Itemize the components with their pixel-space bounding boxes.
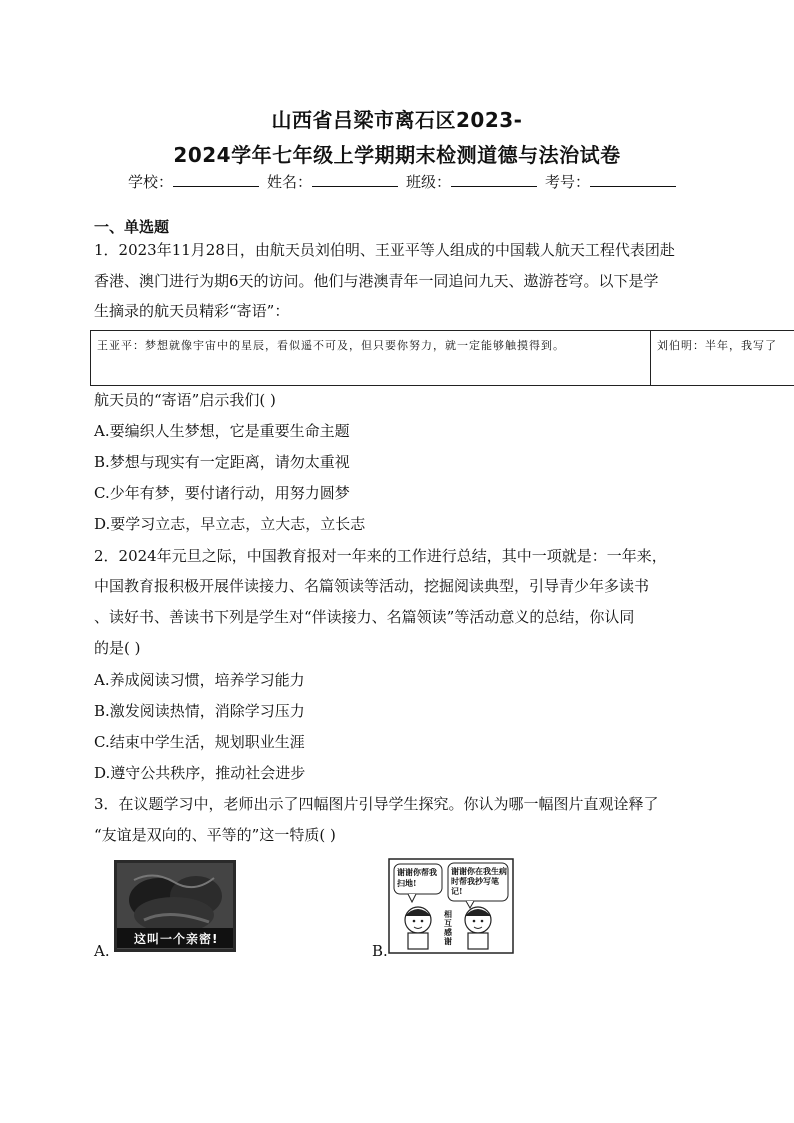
picture-a-caption: 这叫一个亲密! xyxy=(134,932,219,946)
q1-option-b[interactable]: B.梦想与现实有一定距离，请勿太重视 xyxy=(94,453,350,471)
q1-option-a[interactable]: A.要编织人生梦想，它是重要生命主题 xyxy=(94,422,350,440)
q2-option-d[interactable]: D.遵守公共秩序，推动社会进步 xyxy=(94,764,306,782)
school-label: 学校： xyxy=(128,173,174,191)
side-caption-text: 相互感谢 xyxy=(444,909,452,946)
q2-line: 中国教育报积极开展伴读接力、名篇领读等活动，挖掘阅读典型，引导青少年多读书 xyxy=(94,577,650,595)
q2-option-b[interactable]: B.激发阅读热情，消除学习压力 xyxy=(94,702,305,720)
picture-a[interactable] xyxy=(114,860,236,952)
section-title: 一、单选题 xyxy=(94,218,170,236)
q3-line: 3．在议题学习中，老师出示了四幅图片引导学生探究。你认为哪一幅图片直观诠释了 xyxy=(94,795,659,813)
name-blank[interactable] xyxy=(312,172,398,187)
quote-liu-boming: 刘伯明：半年，我写了 xyxy=(657,339,777,352)
q1-stem: 航天员的“寄语”启示我们( ) xyxy=(94,391,276,409)
picture-a-label[interactable]: A. xyxy=(94,942,110,960)
q2-option-c[interactable]: C.结束中学生活，规划职业生涯 xyxy=(94,733,305,751)
q1-line: 1．2023年11月28日，由航天员刘伯明、王亚平等人组成的中国载人航天工程代表团赴 xyxy=(94,241,675,259)
bubble-right-text: 谢谢你在我生病时帮我抄写笔记! xyxy=(451,866,507,896)
q3-line: “友谊是双向的、平等的”这一特质( ) xyxy=(94,826,336,844)
class-label: 班级： xyxy=(406,173,452,191)
picture-b-label[interactable]: B. xyxy=(372,942,388,960)
quote-wang-yaping: 王亚平：梦想就像宇宙中的星辰，看似遥不可及，但只要你努力，就一定能够触摸得到。 xyxy=(91,331,651,385)
q2-line: 、读好书、善读书下列是学生对“伴读接力、名篇领读”等活动意义的总结，你认同 xyxy=(94,608,635,626)
q1-option-c[interactable]: C.少年有梦，要付诸行动，用努力圆梦 xyxy=(94,484,350,502)
exam-number-blank[interactable] xyxy=(590,172,676,187)
q1-line: 生摘录的航天员精彩“寄语”： xyxy=(94,302,290,320)
school-blank[interactable] xyxy=(173,172,259,187)
quote-table xyxy=(90,330,794,386)
exam-number-label: 考号： xyxy=(545,173,591,191)
q1-line: 香港、澳门进行为期6天的访问。他们与港澳青年一同追问九天、遨游苍穹。以下是学 xyxy=(94,272,659,290)
exam-title-line2: 2024学年七年级上学期期末检测道德与法治试卷 xyxy=(173,143,621,167)
bubble-left-text: 谢谢你帮我扫地! xyxy=(397,867,437,888)
q2-line: 2．2024年元旦之际，中国教育报对一年来的工作进行总结，其中一项就是：一年来， xyxy=(94,547,667,565)
class-blank[interactable] xyxy=(451,172,537,187)
exam-title-line1: 山西省吕梁市离石区2023- xyxy=(271,108,523,132)
name-label: 姓名： xyxy=(267,173,313,191)
picture-b[interactable] xyxy=(388,858,514,954)
q2-line: 的是( ) xyxy=(94,639,141,657)
q2-option-a[interactable]: A.养成阅读习惯，培养学习能力 xyxy=(94,671,305,689)
student-info-row xyxy=(124,171,680,192)
q1-option-d[interactable]: D.要学习立志，早立志，立大志，立长志 xyxy=(94,515,366,533)
